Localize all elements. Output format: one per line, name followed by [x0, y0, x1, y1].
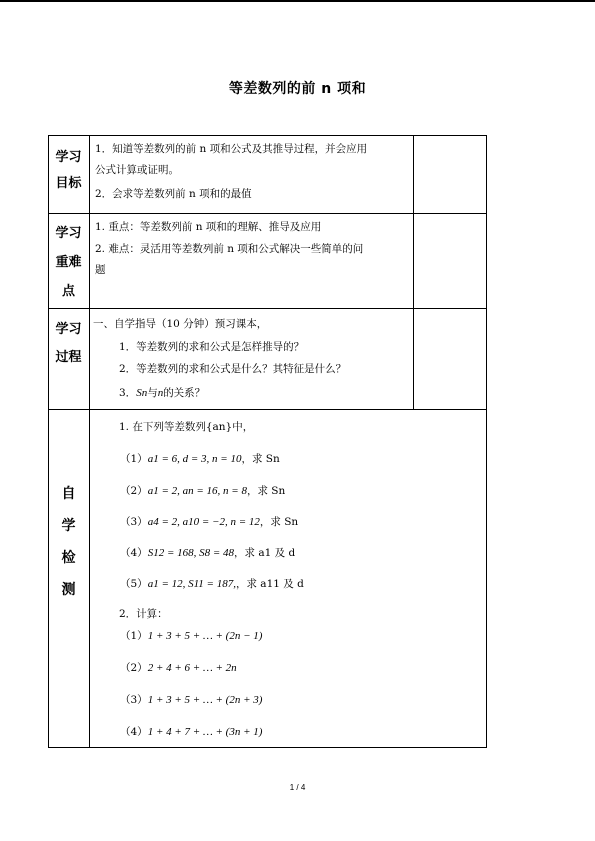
lesson-table — [48, 135, 487, 748]
table-border-top — [48, 135, 487, 136]
row-divider — [48, 409, 487, 410]
process-question-3: 3．Sn与n的关系？ — [119, 387, 206, 399]
problem-2: （2）a1 = 2, an = 16, n = 8，求 Sn — [120, 485, 286, 497]
goal-item-1: 1．知道等差数列的前 n 项和公式及其推导过程，并会应用 — [95, 143, 368, 155]
problem-1: （1）a1 = 6, d = 3, n = 10，求 Sn — [120, 453, 280, 465]
process-intro: 一、自学指导（10 分钟）预习课本， — [93, 318, 268, 330]
calc-2: （2）2 + 4 + 6 + … + 2n — [120, 662, 237, 674]
problem-3: （3）a4 = 2, a10 = −2, n = 12，求 Sn — [120, 516, 299, 528]
row-divider — [48, 213, 487, 214]
notes-column-divider — [413, 135, 414, 409]
key-points-label: 学习 重难 点 — [55, 226, 82, 299]
self-test-label: 自 学 检 测 — [61, 486, 76, 598]
table-border-right — [486, 135, 487, 748]
top-rule — [0, 0, 595, 2]
calc-3: （3）1 + 3 + 5 + … + (2n + 3) — [120, 694, 263, 706]
problem-5: （5）a1 = 12, S11 = 187,，求 a11 及 d — [120, 578, 304, 590]
calc-heading: 2．计算： — [119, 608, 168, 620]
problem-4: （4）S12 = 168, S8 = 48，求 a1 及 d — [120, 547, 296, 559]
column-divider — [89, 135, 90, 748]
goal-item-1-cont: 公式计算或证明。 — [95, 164, 179, 176]
page-title: 等差数列的前 n 项和 — [228, 81, 367, 97]
calc-4: （4）1 + 4 + 7 + … + (3n + 1) — [120, 726, 263, 738]
process-question-2: 2．等差数列的求和公式是什么？其特征是什么？ — [119, 363, 347, 375]
goal-item-2: 2．会求等差数列前 n 项和的最值 — [95, 188, 252, 200]
row-divider — [48, 308, 487, 309]
process-label: 学习 过程 — [55, 322, 82, 365]
calc-1: （1）1 + 3 + 5 + … + (2n − 1) — [120, 630, 263, 642]
key-point-2-cont: 题 — [95, 264, 106, 276]
key-point-2: 2. 难点：灵活用等差数列前 n 项和公式解决一些简单的问 — [95, 243, 364, 255]
table-border-bottom — [48, 747, 487, 748]
key-point-1: 1. 重点：等差数列前 n 项和的理解、推导及应用 — [95, 221, 322, 233]
process-question-1: 1．等差数列的求和公式是怎样推导的？ — [119, 341, 305, 353]
goals-label: 学习 目标 — [55, 150, 82, 191]
self-test-heading: 1. 在下列等差数列{an}中， — [119, 421, 254, 433]
page-number: 1 / 4 — [289, 783, 306, 792]
